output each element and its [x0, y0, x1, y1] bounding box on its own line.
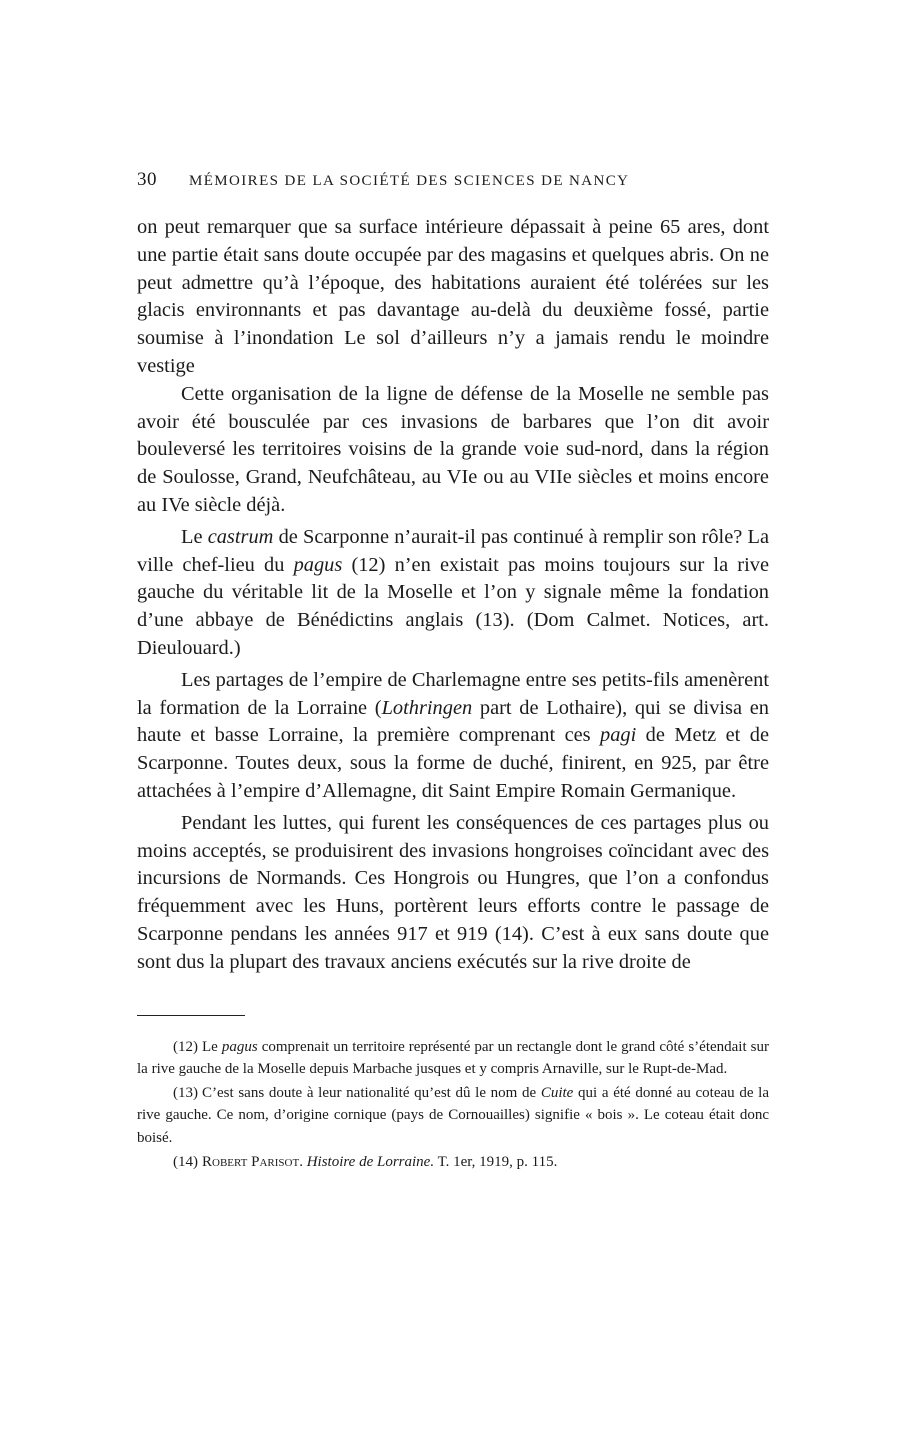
paragraph-4-italic-lothringen: Lothringen [381, 696, 473, 719]
body-text [137, 214, 769, 977]
footnote-14-title: Histoire de Lorraine. [306, 1154, 435, 1170]
page-number: 30 [137, 169, 157, 190]
paragraph-3-text-c: (12) n’en existait pas moins toujours sur la rive gauche du véritable lit de la Moselle et l’on y signale même la fondation d’une abbaye de Bénédictins anglais (13). (Dom Calmet. Notices, art. Dieulouard.) [137, 553, 769, 659]
footnote-separator [137, 1015, 245, 1016]
footnote-14-author: Robert Parisot. [202, 1154, 303, 1170]
footnotes [137, 1036, 769, 1174]
journal-title: MÉMOIRES DE LA SOCIÉTÉ DES SCIENCES DE NANCY [189, 173, 630, 189]
footnote-12-text-b: comprenait un territoire représenté par un rectangle dont le grand côté s’étendait sur la rive gauche de la Moselle depuis Marbache jusques et y compris Arnaville, sur le Rupt-de-Mad. [137, 1038, 770, 1077]
paragraph-3-italic-castrum: castrum [207, 525, 274, 548]
footnote-12-italic-pagus: pagus [221, 1038, 258, 1055]
paragraph-4-text-c: de Metz et de Scarponne. Toutes deux, sous la forme de duché, finirent, en 925, par être attachées à l’empire d’Allemagne, dit Saint Empire Romain Germanique. [137, 724, 769, 802]
footnote-12 [137, 1036, 769, 1081]
document-page [137, 165, 769, 1175]
footnote-14 [137, 1151, 769, 1173]
paragraph-4-text-a: Les partages de l’empire de Charlemagne entre ses petits-fils amenèrent la formation de la Lorraine ( [137, 668, 769, 719]
footnote-14-reference: T. 1er, 1919, p. 115. [437, 1154, 558, 1170]
paragraph-1: on peut remarquer que sa surface intérieure dépassait à peine 65 ares, dont une partie était sans doute occupée par des magasins et quelques abris. On ne peut admettre qu’à l’époque, des habitations auraient été tolérées sur les glacis environnants et pas davantage au-delà du deuxième fossé, partie soumise à l’inondation Le sol d’ailleurs n’y a jamais rendu le moindre vestige [137, 216, 769, 377]
footnote-13-text-a: C’est sans doute à leur nationalité qu’est dû le nom de [202, 1085, 541, 1102]
paragraph-3-text-b: de Scarponne n’aurait-il pas continué à remplir son rôle? La ville chef-lieu du [137, 525, 769, 576]
paragraph-2: Cette organisation de la ligne de défense de la Moselle ne semble pas avoir été bousculée par ces invasions de barbares que l’on dit avoir bouleversé les territoires voisins de la grande voie sud-nord, dans la région de Soulosse, Grand, Neufchâteau, au VIe ou au VIIe siècles et moins encore au IVe siècle déjà. [137, 382, 769, 516]
paragraph-4-text-b: part de Lothaire), qui se divisa en haute et basse Lorraine, la première comprenant ces [137, 696, 769, 747]
paragraph-4-italic-pagi: pagi [600, 724, 637, 747]
paragraph-4 [137, 667, 769, 806]
paragraph-5: Pendant les luttes, qui furent les conséquences de ces partages plus ou moins acceptés, se produisirent des invasions hongroises coïncidant avec des incursions de Normands. Ces Hongrois ou Hungres, que l’on a confondus fréquemment avec les Huns, portèrent leurs efforts contre le passage de Scarponne pendans les années 917 et 919 (14). C’est à eux sans doute que sont dus la plupart des travaux anciens exécutés sur la rive droite de [137, 811, 769, 973]
footnote-12-number: (12) [173, 1038, 198, 1055]
paragraph-3-italic-pagus: pagus [293, 553, 343, 576]
footnote-13-italic-cuite: Cuite [540, 1085, 574, 1102]
running-head [137, 165, 769, 195]
footnote-13-number: (13) [173, 1085, 198, 1102]
footnote-13 [137, 1082, 769, 1149]
footnote-12-text-a: Le [202, 1038, 222, 1055]
paragraph-3 [137, 524, 769, 663]
paragraph-3-text-a: Le [181, 525, 208, 548]
footnote-14-number: (14) [173, 1154, 198, 1170]
footnote-13-text-b: qui a été donné au coteau de la rive gauche. Ce nom, d’origine cornique (pays de Cornouailles) signifie « bois ». Le coteau était donc boisé. [137, 1085, 769, 1146]
